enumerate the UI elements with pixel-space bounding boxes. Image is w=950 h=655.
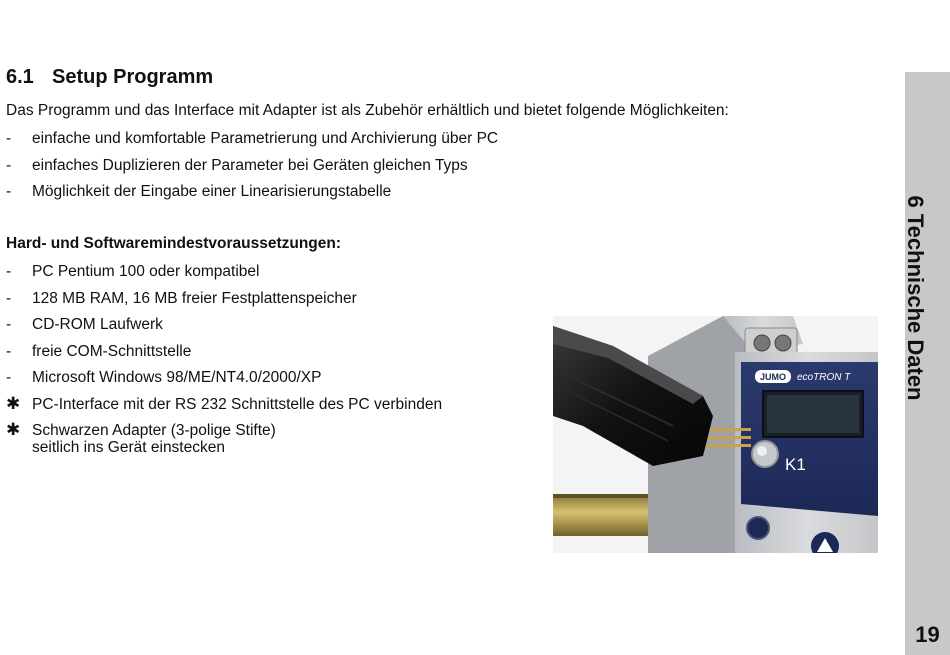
bullet-dash: - xyxy=(6,183,12,201)
intro-text: Das Programm und das Interface mit Adapter ist als Zubehör erhältlich und bietet folgende Möglichkeiten: xyxy=(6,102,729,119)
list-item xyxy=(6,129,498,156)
asterisk-icon: ✱ xyxy=(6,393,21,413)
list-item-text: 128 MB RAM, 16 MB freier Festplattenspeicher xyxy=(32,289,357,307)
bullet-dash: - xyxy=(6,156,12,174)
device-name: ecoTRON T xyxy=(797,372,851,383)
device-photo xyxy=(553,316,878,553)
feature-list xyxy=(6,129,498,209)
bullet-dash: - xyxy=(6,369,12,387)
section-heading xyxy=(6,66,213,89)
section-number: 6.1 xyxy=(6,66,34,88)
list-item xyxy=(6,315,442,342)
section-title: Setup Programm xyxy=(52,66,214,88)
list-item xyxy=(6,395,442,422)
list-item-text: PC Pentium 100 oder kompatibel xyxy=(32,263,260,280)
device-photo-illustration xyxy=(553,316,878,553)
chapter-tab-title-wrapper xyxy=(902,72,950,552)
brand-logo: JUMO xyxy=(759,372,787,382)
list-item xyxy=(6,342,442,369)
asterisk-icon: ✱ xyxy=(6,419,21,439)
list-item-text: einfache und komfortable Parametrierung und Archivierung über PC xyxy=(32,130,499,147)
list-item xyxy=(6,368,442,395)
list-item-text: CD-ROM Laufwerk xyxy=(32,316,163,334)
requirements-heading: Hard- und Softwaremindestvoraussetzungen: xyxy=(6,235,342,252)
list-item-text: einfaches Duplizieren der Parameter bei Geräten gleichen Typs xyxy=(32,156,468,174)
list-item-text-continued: seitlich ins Gerät einstecken xyxy=(32,438,225,456)
list-item xyxy=(6,419,442,456)
list-item xyxy=(6,156,498,183)
bullet-dash: - xyxy=(6,316,12,334)
page-number: 19 xyxy=(915,622,940,647)
bullet-dash: - xyxy=(6,130,12,147)
bullet-dash: - xyxy=(6,289,12,307)
chapter-tab-title: 6 Technische Daten xyxy=(902,195,928,401)
list-item-text: Microsoft Windows 98/ME/NT4.0/2000/XP xyxy=(32,369,322,387)
bullet-dash: - xyxy=(6,342,12,360)
list-item xyxy=(6,289,442,316)
requirements-list xyxy=(6,262,442,456)
list-item-text: Schwarzen Adapter (3-polige Stifte) xyxy=(32,421,276,439)
bullet-dash: - xyxy=(6,263,12,280)
list-item-text: PC-Interface mit der RS 232 Schnittstelle des PC verbinden xyxy=(32,395,443,413)
key-label: K1 xyxy=(785,455,806,474)
list-item-text: freie COM-Schnittstelle xyxy=(32,342,192,360)
list-item-text: Möglichkeit der Eingabe einer Linearisierungstabelle xyxy=(32,183,392,201)
list-item xyxy=(6,262,442,289)
list-item xyxy=(6,182,498,209)
